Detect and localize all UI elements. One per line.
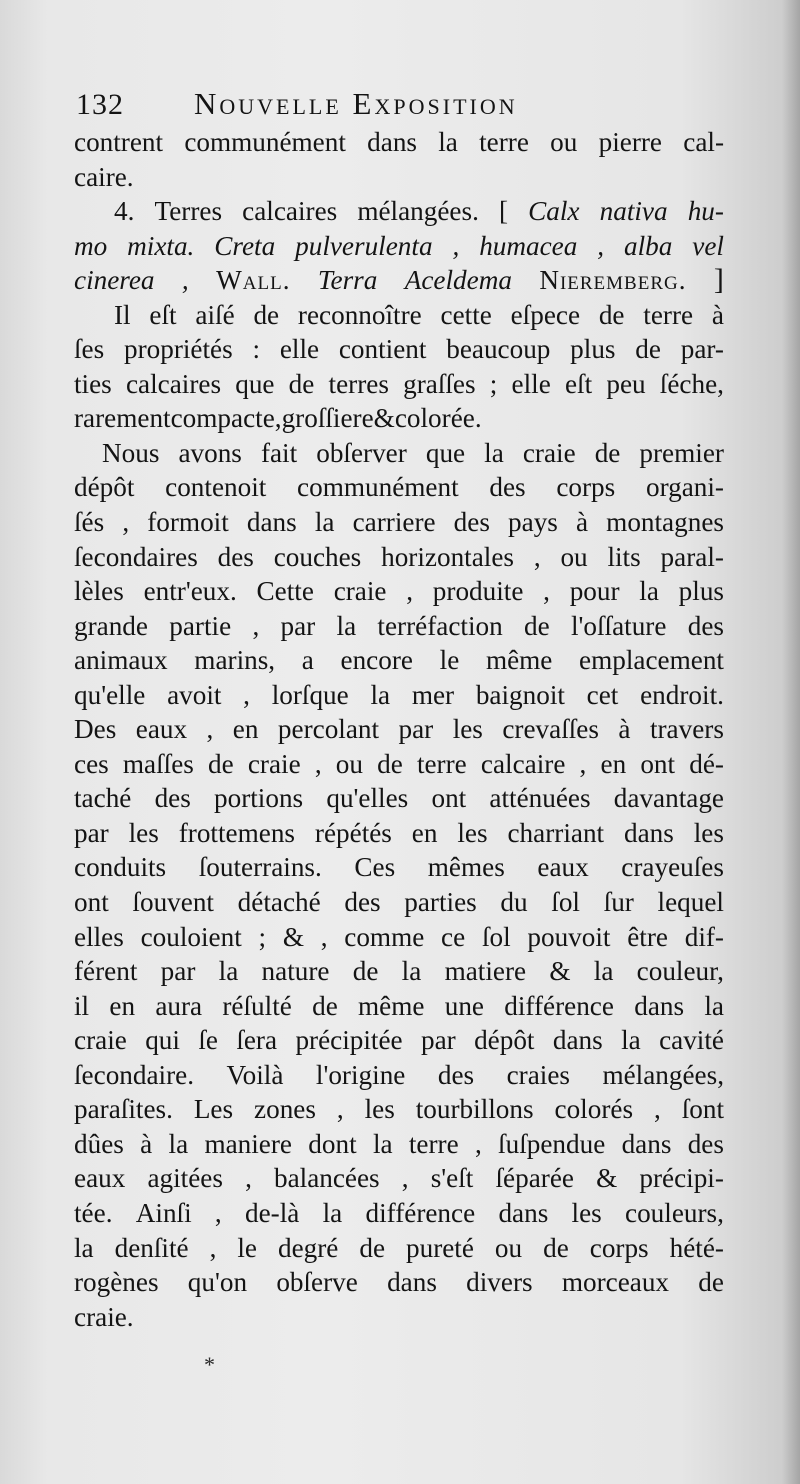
text-line: par les frottemens répétés en les charriant dans les [74, 817, 724, 848]
text-line: grande partie , par la terréfaction de l'oſſature des [74, 610, 724, 641]
text-line: caire. [74, 161, 134, 192]
text-line: ſecondaires des couches horizontales , ou lits paral- [74, 541, 724, 572]
text-line: dépôt contenoit communément des corps organi- [74, 472, 724, 503]
text-line: ces maſſes de craie , ou de terre calcaire , en ont dé- [74, 748, 724, 779]
text-line: Il eſt aiſé de reconnoître cette eſpece de terre à [114, 299, 724, 330]
text-line: paraſites. Les zones , les tourbillons colorés , ſont [74, 1094, 724, 1125]
text-line: Nous avons fait obſerver que la craie de premier [102, 437, 724, 468]
text-line: ties calcaires que de terres graſſes ; elle eſt peu ſéche, [74, 368, 724, 399]
text-line: contrent communément dans la terre ou pierre cal- [74, 127, 724, 157]
text-line: craie qui ſe ſera précipitée par dépôt dans la cavité [74, 1025, 724, 1056]
text-line: la denſité , le degré de pureté ou de corps hété- [74, 1232, 724, 1263]
text-line: eaux agitées , balancées , s'eſt ſéparée & précipi- [74, 1163, 724, 1194]
text-line: rarement compacte , groſſiere & colorée. [74, 403, 482, 434]
text-line: 4. Terres calcaires mélangées. [ Calx nativa hu- [114, 196, 724, 227]
text-line: il en aura réſulté de même une différence dans la [74, 990, 724, 1021]
body-text [74, 125, 724, 1334]
text-line: ſes propriétés : elle contient beaucoup plus de par- [74, 334, 724, 365]
running-title: Nouvelle Exposition [194, 86, 518, 121]
text-line: ſés , formoit dans la carriere des pays à montagnes [74, 507, 724, 538]
text-line: férent par la nature de la matiere & la couleur, [74, 956, 724, 987]
page-number: 132 [76, 88, 124, 121]
text-line: Des eaux , en percolant par les crevaſſes à travers [74, 714, 724, 745]
text-line: cinerea , Wall. Terra Aceldema Nieremberg. ] [74, 263, 724, 297]
ornament-mark: * [204, 1352, 215, 1377]
text-line: animaux marins, a encore le même emplacement [74, 645, 724, 676]
text-line: ſecondaire. Voilà l'origine des craies mélangées, [74, 1059, 724, 1090]
text-line: ont ſouvent détaché des parties du ſol ſur lequel [74, 887, 724, 918]
text-line: elles couloient ; & , comme ce ſol pouvoit être dif- [74, 921, 724, 952]
text-line: mo mixta. Creta pulverulenta , humacea , alba vel [74, 230, 724, 261]
text-line: lèles entr'eux. Cette craie , produite , pour la plus [74, 576, 724, 607]
text-line: qu'elle avoit , lorſque la mer baignoit cet endroit. [74, 679, 724, 710]
text-line: conduits ſouterrains. Ces mêmes eaux crayeuſes [74, 852, 724, 883]
text-line: dûes à la maniere dont la terre , ſuſpendue dans des [74, 1128, 724, 1159]
text-line: craie. [74, 1301, 134, 1332]
text-line: rogènes qu'on obſerve dans divers morceaux de [74, 1267, 724, 1298]
page-header [76, 86, 726, 126]
text-line: taché des portions qu'elles ont atténuées davantage [74, 783, 724, 814]
text-line: tée. Ainſi , de-là la différence dans les couleurs, [74, 1197, 724, 1228]
page-edge-shadow [782, 0, 800, 1484]
